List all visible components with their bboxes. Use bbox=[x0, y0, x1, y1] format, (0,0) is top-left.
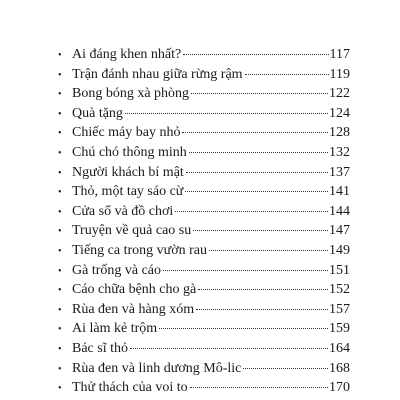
toc-entry-title: Người khách bí mật bbox=[72, 164, 184, 180]
toc-entry bbox=[58, 45, 350, 65]
toc-entry-page: 170 bbox=[329, 380, 350, 396]
toc-entry-page: 164 bbox=[329, 340, 350, 356]
toc-entry bbox=[58, 241, 350, 261]
dot-leader bbox=[159, 328, 328, 329]
dot-leader bbox=[190, 387, 328, 388]
toc-entry-page: 124 bbox=[329, 105, 350, 121]
dot-leader bbox=[163, 270, 328, 271]
toc-entry bbox=[58, 261, 350, 281]
toc-entry-title: Trận đánh nhau giữa rừng rậm bbox=[72, 66, 243, 82]
dot-leader bbox=[191, 93, 328, 94]
toc-entry bbox=[58, 221, 350, 241]
toc-entry-page: 157 bbox=[329, 301, 350, 317]
dot-leader bbox=[182, 132, 328, 133]
toc-entry-title: Ai đáng khen nhất? bbox=[72, 47, 182, 62]
toc-entry bbox=[58, 104, 350, 124]
toc-entry bbox=[58, 84, 350, 104]
bullet-icon: • bbox=[58, 206, 62, 218]
dot-leader bbox=[183, 54, 328, 55]
bullet-icon: • bbox=[58, 324, 62, 336]
toc-entry-title: Cửa sổ và đồ chơi bbox=[72, 203, 174, 219]
toc-entry bbox=[58, 163, 350, 183]
toc-entry-page: 168 bbox=[329, 360, 350, 376]
toc-entry-page: 117 bbox=[329, 47, 350, 62]
toc-entry bbox=[58, 182, 350, 202]
toc-entry-title: Bong bóng xà phòng bbox=[72, 86, 190, 102]
dot-leader bbox=[125, 113, 328, 114]
toc-entry-page: 128 bbox=[329, 125, 350, 141]
toc-entry bbox=[58, 339, 350, 359]
table-of-contents bbox=[58, 45, 350, 398]
toc-entry-page: 137 bbox=[329, 164, 350, 180]
toc-entry-title: Chú chó thông minh bbox=[72, 144, 187, 160]
bullet-icon: • bbox=[58, 147, 62, 159]
toc-entry bbox=[58, 65, 350, 85]
toc-entry-title: Bác sĩ thỏ bbox=[72, 340, 128, 356]
toc-entry bbox=[58, 202, 350, 222]
dot-leader bbox=[198, 289, 328, 290]
dot-leader bbox=[175, 211, 328, 212]
bullet-icon: • bbox=[58, 108, 62, 120]
toc-entry-page: 132 bbox=[329, 144, 350, 160]
toc-entry-title: Rùa đen và hàng xóm bbox=[72, 301, 195, 317]
bullet-icon: • bbox=[58, 245, 62, 257]
toc-entry-title: Ai làm kẻ trộm bbox=[72, 321, 158, 337]
bullet-icon: • bbox=[58, 285, 62, 297]
toc-entry-page: 152 bbox=[329, 282, 350, 298]
dot-leader bbox=[185, 191, 328, 192]
toc-entry-page: 151 bbox=[329, 262, 350, 278]
bullet-icon: • bbox=[58, 226, 62, 238]
toc-entry-title: Chiếc máy bay nhỏ bbox=[72, 125, 181, 141]
dot-leader bbox=[193, 230, 328, 231]
toc-entry bbox=[58, 359, 350, 379]
bullet-icon: • bbox=[58, 128, 62, 140]
toc-entry-title: Thỏ, một tay sáo cừ bbox=[72, 184, 184, 200]
toc-entry-title: Rùa đen và linh dương Mô-lic bbox=[72, 360, 242, 376]
toc-entry bbox=[58, 300, 350, 320]
dot-leader bbox=[130, 348, 328, 349]
bullet-icon: • bbox=[58, 383, 62, 395]
toc-entry-title: Cáo chữa bệnh cho gà bbox=[72, 282, 197, 298]
bullet-icon: • bbox=[58, 167, 62, 179]
bullet-icon: • bbox=[58, 265, 62, 277]
dot-leader bbox=[243, 368, 328, 369]
dot-leader bbox=[189, 152, 328, 153]
dot-leader bbox=[186, 172, 328, 173]
dot-leader bbox=[245, 74, 329, 75]
bullet-icon: • bbox=[58, 304, 62, 316]
toc-entry bbox=[58, 280, 350, 300]
toc-entry-title: Gà trống và cáo bbox=[72, 262, 162, 278]
dot-leader bbox=[196, 309, 328, 310]
bullet-icon: • bbox=[58, 343, 62, 355]
toc-entry bbox=[58, 319, 350, 339]
toc-entry-page: 159 bbox=[329, 321, 350, 337]
toc-entry-page: 149 bbox=[329, 242, 350, 258]
toc-entry-page: 144 bbox=[329, 203, 350, 219]
toc-entry-page: 147 bbox=[329, 223, 350, 239]
toc-entry-page: 119 bbox=[329, 66, 350, 82]
toc-entry-title: Truyện về quả cao su bbox=[72, 223, 192, 239]
toc-entry-page: 141 bbox=[329, 184, 350, 200]
bullet-icon: • bbox=[58, 69, 62, 81]
bullet-icon: • bbox=[58, 50, 62, 61]
dot-leader bbox=[209, 250, 328, 251]
bullet-icon: • bbox=[58, 187, 62, 199]
toc-entry-title: Quà tặng bbox=[72, 105, 123, 121]
bullet-icon: • bbox=[58, 89, 62, 101]
bullet-icon: • bbox=[58, 363, 62, 375]
toc-entry-title: Tiếng ca trong vườn rau bbox=[72, 242, 208, 258]
toc-entry bbox=[58, 143, 350, 163]
toc-entry-title: Thử thách của voi to bbox=[72, 380, 188, 396]
toc-entry bbox=[58, 123, 350, 143]
toc-entry-page: 122 bbox=[329, 86, 350, 102]
toc-entry bbox=[58, 378, 350, 398]
